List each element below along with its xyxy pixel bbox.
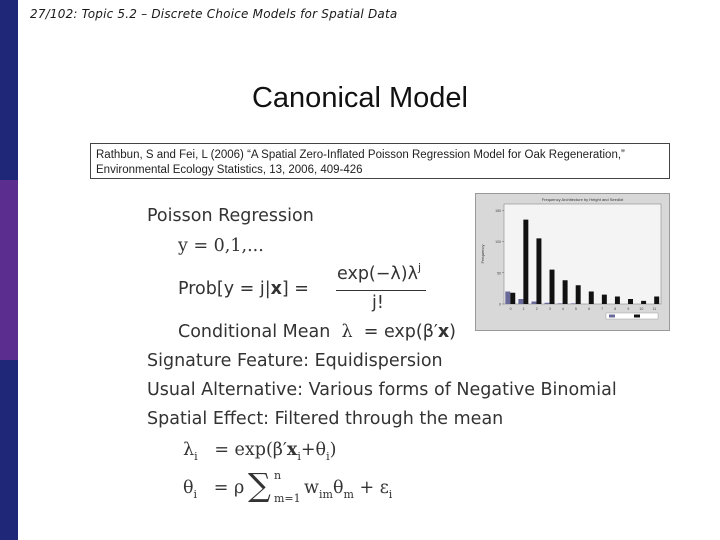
cond-x: x [437, 322, 450, 342]
sidebar-middle [0, 180, 18, 360]
chart-bar [576, 285, 581, 304]
cond-label: Conditional Mean [178, 322, 331, 342]
sum-upper: n [274, 469, 282, 482]
theta-m: θ [332, 478, 344, 498]
chart-bar [536, 238, 541, 304]
chart-bar [571, 303, 576, 304]
w-sub: im [318, 488, 333, 501]
chart-ytick-label: 150 [495, 208, 501, 213]
lambda-eq: = exp(β′ [214, 440, 287, 460]
citation-line-2: Environmental Ecology Statistics, 13, 2006, 409-426 [96, 164, 363, 176]
chart-bar [531, 302, 536, 305]
plus-epsilon: + ε [359, 478, 389, 498]
chart-ytick-label: 100 [495, 240, 501, 244]
epsilon-sub: i [388, 488, 393, 501]
chart-legend-swatch [634, 315, 640, 318]
lambda-i: λ [183, 440, 195, 460]
chart-bar [602, 295, 607, 304]
chart-bar [641, 301, 646, 304]
usual-alternative: Usual Alternative: Various forms of Negative Binomial [147, 380, 617, 400]
prob-x: x [270, 279, 282, 299]
conditional-mean [178, 322, 456, 342]
chart-xtick-label: 0 [509, 307, 512, 311]
cond-close: ) [449, 322, 456, 342]
sidebar-bar [0, 0, 18, 540]
chart-bar [518, 299, 523, 304]
citation-box [90, 143, 670, 179]
lambda-x: x [286, 440, 298, 460]
chart-legend-swatch [609, 315, 615, 318]
chart-xtick-label: 2 [535, 307, 538, 311]
chart-bar [510, 293, 515, 304]
w: w [304, 478, 319, 498]
theta-m-sub: m [343, 488, 354, 501]
theta-eq: = ρ [213, 478, 245, 498]
theta-i-sub: i [193, 488, 198, 501]
chart-bar [563, 280, 568, 304]
prob-num-pre: exp(−λ)λ [337, 264, 418, 284]
chart-xtick-label: 10 [639, 307, 644, 311]
chart-xtick-label: 5 [574, 307, 577, 311]
prob-fraction-line [336, 290, 426, 291]
frequency-chart [475, 193, 670, 331]
chart-title: Frequency Architecture by Height and Seedlot [541, 197, 624, 202]
chart-xtick-label: 7 [601, 307, 604, 311]
chart-bar [654, 297, 659, 305]
chart-ylabel: Frequency [480, 244, 485, 264]
prob-lhs-pre: Prob[y = j| [178, 279, 271, 299]
x-sub: i [297, 450, 301, 463]
chart-bar [628, 299, 633, 304]
lambda-plus: +θ [300, 440, 327, 460]
chart-bar [505, 292, 510, 305]
chart-bar [523, 220, 528, 304]
theta-i-equation [183, 478, 245, 501]
slide-title: Canonical Model [251, 82, 468, 114]
lambda-i-equation [183, 440, 337, 463]
chart-xtick-label: 8 [614, 307, 617, 311]
chart-xtick-label: 4 [561, 307, 564, 311]
theta-i: θ [183, 478, 194, 498]
theta-sub: i [326, 450, 330, 463]
chart-xtick-label: 1 [522, 307, 525, 311]
prob-num-sup: j [417, 261, 422, 274]
summation-sign: ∑ [248, 466, 271, 504]
chart-ytick-label: 50 [497, 271, 501, 276]
sum-term [304, 478, 393, 501]
prob-lhs [178, 279, 309, 299]
chart-xtick-label: 6 [588, 307, 591, 311]
y-support: y = 0,1,... [178, 236, 264, 256]
chart-xtick-label: 3 [548, 307, 551, 311]
lambda-sub: i [194, 450, 198, 463]
sum-lower: m=1 [274, 492, 301, 505]
chart-bar [550, 270, 555, 304]
frequency-chart-svg [476, 194, 669, 330]
sidebar-bottom [0, 360, 18, 540]
chart-ytick-label: 0 [499, 302, 501, 307]
chart-bar [545, 303, 550, 304]
spatial-effect: Spatial Effect: Filtered through the mean [147, 409, 504, 429]
chart-bar [589, 292, 594, 305]
prob-numerator [337, 261, 422, 284]
lambda-close: ) [329, 440, 337, 460]
poisson-heading: Poisson Regression [147, 206, 314, 226]
cond-eq: = exp(β′ [363, 322, 438, 342]
prob-denominator: j! [372, 293, 384, 313]
slide-header: 27/102: Topic 5.2 – Discrete Choice Models for Spatial Data [30, 7, 398, 21]
cond-lambda: λ [341, 322, 353, 342]
signature-feature: Signature Feature: Equidispersion [147, 351, 443, 371]
citation-line-1: Rathbun, S and Fei, L (2006) “A Spatial Zero-Inflated Poisson Regression Model for Oak Regeneration,” [96, 149, 625, 161]
chart-bar [558, 303, 563, 304]
chart-bar [615, 297, 620, 305]
chart-xtick-label: 11 [652, 307, 657, 311]
chart-xtick-label: 9 [627, 307, 630, 311]
prob-lhs-post: ] = [281, 279, 309, 299]
